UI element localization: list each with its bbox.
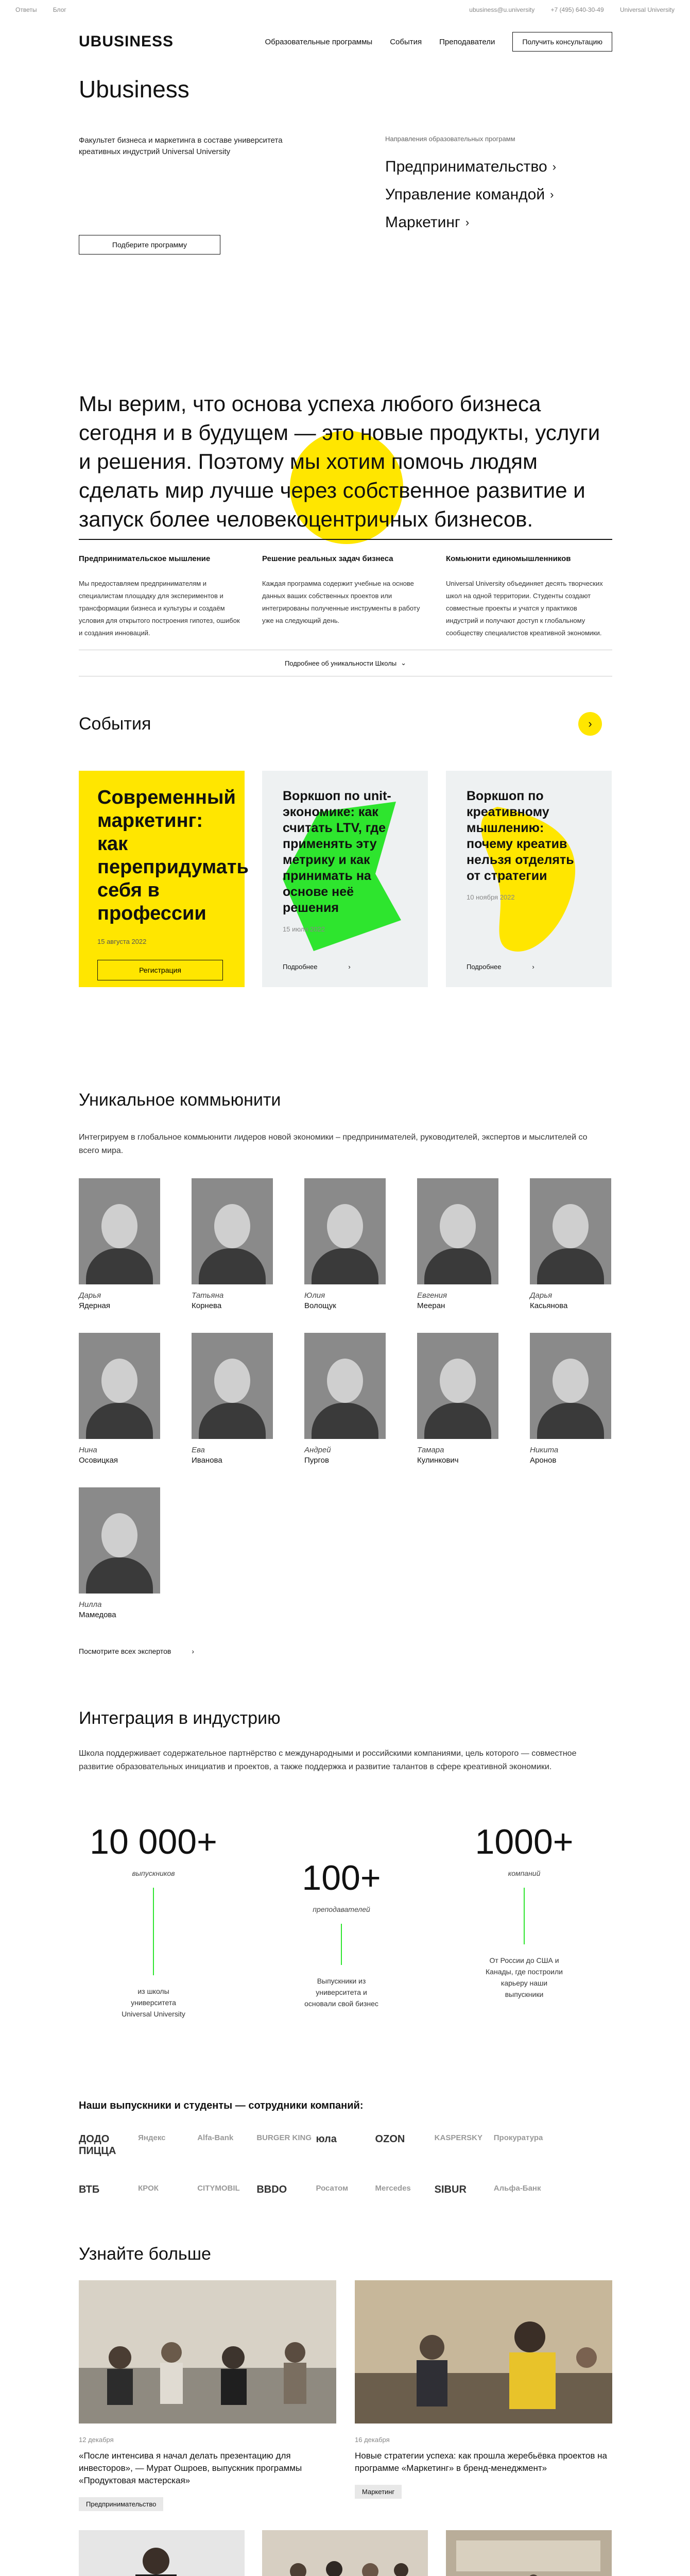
article-card[interactable]: [355, 2280, 612, 2499]
expert-photo: [192, 1178, 273, 1284]
program-label: Предпринимательство: [385, 158, 547, 175]
company-logo: юла: [316, 2133, 337, 2145]
stat-text: Выпускники из университета и основали свой бизнес: [304, 1977, 378, 2008]
expert-photo: [192, 1333, 273, 1439]
expert-last-name: Иванова: [192, 1456, 222, 1465]
integration-section: [79, 1708, 612, 2224]
event-card[interactable]: [262, 771, 428, 987]
pick-program-button[interactable]: Подберите программу: [79, 235, 220, 255]
stat-text: От России до США и Канады, где построили карьеру наши выпускники: [486, 1956, 563, 1998]
register-button[interactable]: Регистрация: [97, 960, 223, 980]
expert-first-name: Татьяна: [192, 1291, 224, 1300]
company-logo: CITYMOBIL: [197, 2184, 240, 2193]
expert-last-name: Пургов: [304, 1456, 329, 1465]
community-intro: Интегрируем в глобальное коммьюнити лидеров новой экономики – предпринимателей, руководителей, экспертов и мыслителей со всего мира.: [79, 1133, 588, 1155]
pillar-tasks: [262, 554, 427, 627]
arrow-right-icon[interactable]: ›: [578, 712, 602, 736]
expert-card[interactable]: [304, 1178, 386, 1311]
integration-title: Интеграция в индустрию: [79, 1708, 281, 1728]
expert-card[interactable]: [79, 1487, 160, 1620]
learn-title: Узнайте больше: [79, 2244, 211, 2264]
article-tag[interactable]: Предпринимательство: [79, 2497, 163, 2511]
pillar-title: Решение реальных задач бизнеса: [262, 554, 393, 563]
office-illustration: [446, 2530, 612, 2576]
team-table-illustration: [262, 2530, 428, 2576]
company-logo: KASPERSKY: [434, 2133, 483, 2142]
expert-card[interactable]: [530, 1333, 611, 1466]
expert-last-name: Осовицкая: [79, 1456, 118, 1465]
programs-list: [385, 135, 556, 242]
program-label: Управление командой: [385, 186, 545, 203]
nav-teachers[interactable]: Преподаватели: [439, 37, 495, 46]
pillar-text: Каждая программа содержит учебные на основе данных ваших собственных проектов или интегрированы полученные инструменты в работу уже на следующий день.: [262, 580, 420, 624]
top-phone[interactable]: +7 (495) 640-30-49: [550, 6, 604, 13]
expert-first-name: Дарья: [79, 1291, 101, 1300]
expert-photo: [79, 1178, 160, 1284]
company-logos: [79, 2133, 612, 2196]
expert-first-name: Андрей: [304, 1446, 331, 1454]
expert-last-name: Кулинкович: [417, 1456, 459, 1465]
expert-photo: [417, 1178, 498, 1284]
expert-card[interactable]: [192, 1178, 273, 1311]
arrow-right-icon: ›: [550, 188, 554, 201]
more-link-label: Подробнее об уникальности Школы: [284, 659, 397, 667]
program-link-team[interactable]: [385, 186, 556, 204]
event-date: 10 ноября 2022: [467, 893, 515, 901]
expert-first-name: Ева: [192, 1446, 205, 1454]
expert-card[interactable]: [79, 1178, 160, 1311]
expert-last-name: Ядерная: [79, 1301, 111, 1310]
stat-line: [341, 1924, 342, 1965]
experts-grid: [79, 1178, 612, 1620]
integration-intro: Школа поддерживает содержательное партнёрство с международными и российскими компаниями, цель которого — совместное развитие образовательных инициатив и проектов, а также поддержка и развитие талантов в сфере креативной экономики.: [79, 1749, 577, 1771]
workshop-illustration: [355, 2280, 612, 2424]
pillar-title: Комьюнити единомышленников: [446, 554, 571, 563]
stat-companies: [439, 1822, 609, 2000]
community-section: [79, 1090, 612, 1708]
expert-photo: [530, 1333, 611, 1439]
expert-photo: [304, 1178, 386, 1284]
event-more-link[interactable]: [283, 963, 351, 971]
pillar-title: Предпринимательское мышление: [79, 554, 211, 563]
main-nav: [248, 32, 612, 52]
article-image: [355, 2280, 612, 2424]
program-link-entrepreneurship[interactable]: [385, 158, 556, 176]
stat-label: компаний: [508, 1869, 541, 1877]
company-logo: ВТБ: [79, 2184, 100, 2195]
alumni-title: Наши выпускники и студенты — сотрудники компаний:: [79, 2100, 364, 2111]
more-label: Подробнее: [283, 963, 318, 971]
pillar-community: [446, 554, 611, 639]
article-card[interactable]: [446, 2530, 612, 2576]
top-link-blog[interactable]: Блог: [53, 6, 66, 13]
article-image: [79, 2530, 245, 2576]
hero-title: Ubusiness: [79, 76, 189, 103]
stat-label: преподавателей: [313, 1905, 370, 1913]
top-university[interactable]: Universal University: [619, 6, 675, 13]
company-logo: [553, 2133, 612, 2157]
expert-last-name: Мееран: [417, 1301, 445, 1310]
stat-value: 1000+: [475, 1822, 574, 1861]
company-logo: BBDO: [256, 2184, 287, 2195]
all-experts-label: Посмотрите всех экспертов: [79, 1647, 171, 1655]
article-date: 16 декабря: [355, 2436, 390, 2444]
classroom-illustration: [79, 2280, 336, 2424]
expert-first-name: Нина: [79, 1446, 97, 1454]
stat-line: [153, 1888, 154, 1975]
article-card[interactable]: [262, 2530, 428, 2576]
article-card[interactable]: [79, 2280, 336, 2511]
stat-graduates: [68, 1822, 238, 2020]
article-card[interactable]: [79, 2530, 245, 2576]
article-image: [446, 2530, 612, 2576]
top-email[interactable]: ubusiness@u.university: [469, 6, 535, 13]
stat-text: из школы университета Universal University: [122, 1987, 185, 2018]
expert-card[interactable]: [417, 1333, 498, 1466]
header: [79, 20, 612, 64]
top-strip: [0, 0, 690, 20]
expert-card[interactable]: [192, 1333, 273, 1466]
events-section: [79, 714, 612, 1075]
expert-first-name: Никита: [530, 1446, 559, 1454]
expert-first-name: Юлия: [304, 1291, 325, 1300]
nav-events[interactable]: События: [390, 37, 422, 46]
program-label: Маркетинг: [385, 214, 460, 231]
company-logo: BURGER KING: [256, 2133, 312, 2142]
company-logo: КРОК: [138, 2184, 159, 2193]
article-image: [262, 2530, 428, 2576]
expert-last-name: Аронов: [530, 1456, 557, 1465]
expert-first-name: Нилла: [79, 1600, 102, 1609]
chevron-right-icon: ›: [532, 963, 534, 971]
event-more-link[interactable]: [467, 963, 534, 971]
hero-description: Факультет бизнеса и маркетинга в составе университета креативных индустрий Universal University: [79, 136, 283, 156]
article-image: [79, 2280, 336, 2424]
nav-programs[interactable]: Образовательные программы: [265, 37, 373, 46]
expert-card[interactable]: [530, 1178, 611, 1311]
company-logo: Mercedes: [375, 2184, 411, 2193]
events-title: События: [79, 714, 151, 734]
company-logo: Прокуратура: [493, 2133, 543, 2142]
event-title: Воркшоп по креативному мышлению: почему креатив нельзя отделять от стратегии: [467, 789, 574, 883]
manifesto-text: Мы верим, что основа успеха любого бизнеса сегодня и в будущем — это новые продукты, услуги и решения. Поэтому мы хотим помочь людям сделать мир лучше через собственное развитие и запуск более человекоцентричных бизнесов.: [79, 392, 600, 531]
expert-first-name: Тамара: [417, 1446, 444, 1454]
stat-value: 10 000+: [90, 1822, 217, 1861]
company-logo: Alfa-Bank: [197, 2133, 234, 2142]
event-title: Современный маркетинг: как перепридумать себя в профессии: [97, 787, 249, 924]
event-card[interactable]: [446, 771, 612, 987]
more-about-school-link[interactable]: [79, 650, 612, 676]
divider: [79, 539, 612, 540]
company-logo: Росатом: [316, 2184, 349, 2193]
stat-teachers: [256, 1858, 426, 2009]
expert-card[interactable]: [304, 1333, 386, 1466]
article-date: 12 декабря: [79, 2436, 114, 2444]
article-title: «После интенсива я начал делать презентацию для инвесторов», — Мурат Ошроев, выпускник программы «Продуктовая мастерская»: [79, 2451, 302, 2485]
expert-last-name: Мамедова: [79, 1611, 116, 1619]
chevron-right-icon: ›: [348, 963, 351, 971]
expert-photo: [304, 1333, 386, 1439]
pillar-mindset: [79, 554, 244, 639]
pillar-text: Universal University объединяет десять творческих школ на одной территории. Студенты создают совместные проекты и учатся у практиков индустрий и получают доступ к глобальному сообществу специалистов креативной экономики.: [446, 580, 603, 637]
chevron-right-icon: ›: [192, 1647, 194, 1655]
stat-label: выпускников: [132, 1869, 175, 1877]
hero: [79, 75, 612, 302]
expert-photo: [530, 1178, 611, 1284]
company-logo: ДОДО ПИЦЦА: [79, 2133, 116, 2157]
consultation-button[interactable]: Получить консультацию: [512, 32, 612, 52]
expert-last-name: Касьянова: [530, 1301, 568, 1310]
more-label: Подробнее: [467, 963, 502, 971]
event-title: Воркшоп по unit-экономике: как считать LTV, где применять эту метрику и как принимать на основе неё решения: [283, 789, 391, 915]
expert-photo: [79, 1333, 160, 1439]
logo[interactable]: UBUSINESS: [79, 33, 174, 50]
event-card[interactable]: [79, 771, 249, 987]
expert-first-name: Дарья: [530, 1291, 553, 1300]
arrow-right-icon: ›: [552, 160, 557, 173]
stat-line: [524, 1888, 525, 1944]
all-experts-link[interactable]: [79, 1647, 612, 1655]
expert-card[interactable]: [79, 1333, 160, 1466]
stat-value: 100+: [302, 1858, 381, 1897]
community-title: Уникальное коммьюнити: [79, 1090, 281, 1110]
arrow-right-icon: ›: [465, 216, 470, 229]
manifesto-section: [79, 302, 612, 667]
company-logo: OZON: [375, 2133, 405, 2145]
expert-first-name: Евгения: [417, 1291, 447, 1300]
expert-photo: [417, 1333, 498, 1439]
expert-card[interactable]: [417, 1178, 498, 1311]
article-tag[interactable]: Маркетинг: [355, 2485, 402, 2499]
expert-last-name: Волощук: [304, 1301, 336, 1310]
company-logo: Яндекс: [138, 2133, 166, 2142]
expert-last-name: Корнева: [192, 1301, 222, 1310]
event-date: 15 августа 2022: [97, 938, 147, 945]
event-date: 15 июля 2022: [283, 925, 325, 933]
programs-label: Направления образовательных программ: [385, 135, 515, 143]
expert-photo: [79, 1487, 160, 1594]
top-link-answers[interactable]: Ответы: [15, 6, 37, 13]
pillar-text: Мы предоставляем предпринимателям и специалистам площадку для экспериментов и трансформации бизнеса и культуры и создаём условия для открытого построения гипотез, ошибок и создания инноваций.: [79, 580, 240, 637]
program-link-marketing[interactable]: [385, 214, 556, 231]
company-logo: Альфа-Банк: [493, 2184, 541, 2193]
chevron-down-icon: ⌄: [401, 659, 407, 667]
portrait-illustration: [79, 2530, 245, 2576]
learn-more-section: [79, 2244, 612, 2576]
article-title: Новые стратегии успеха: как прошла жеребьёвка проектов на программе «Маркетинг» в бренд-менеджмент»: [355, 2451, 607, 2473]
company-logo: SIBUR: [434, 2184, 467, 2195]
